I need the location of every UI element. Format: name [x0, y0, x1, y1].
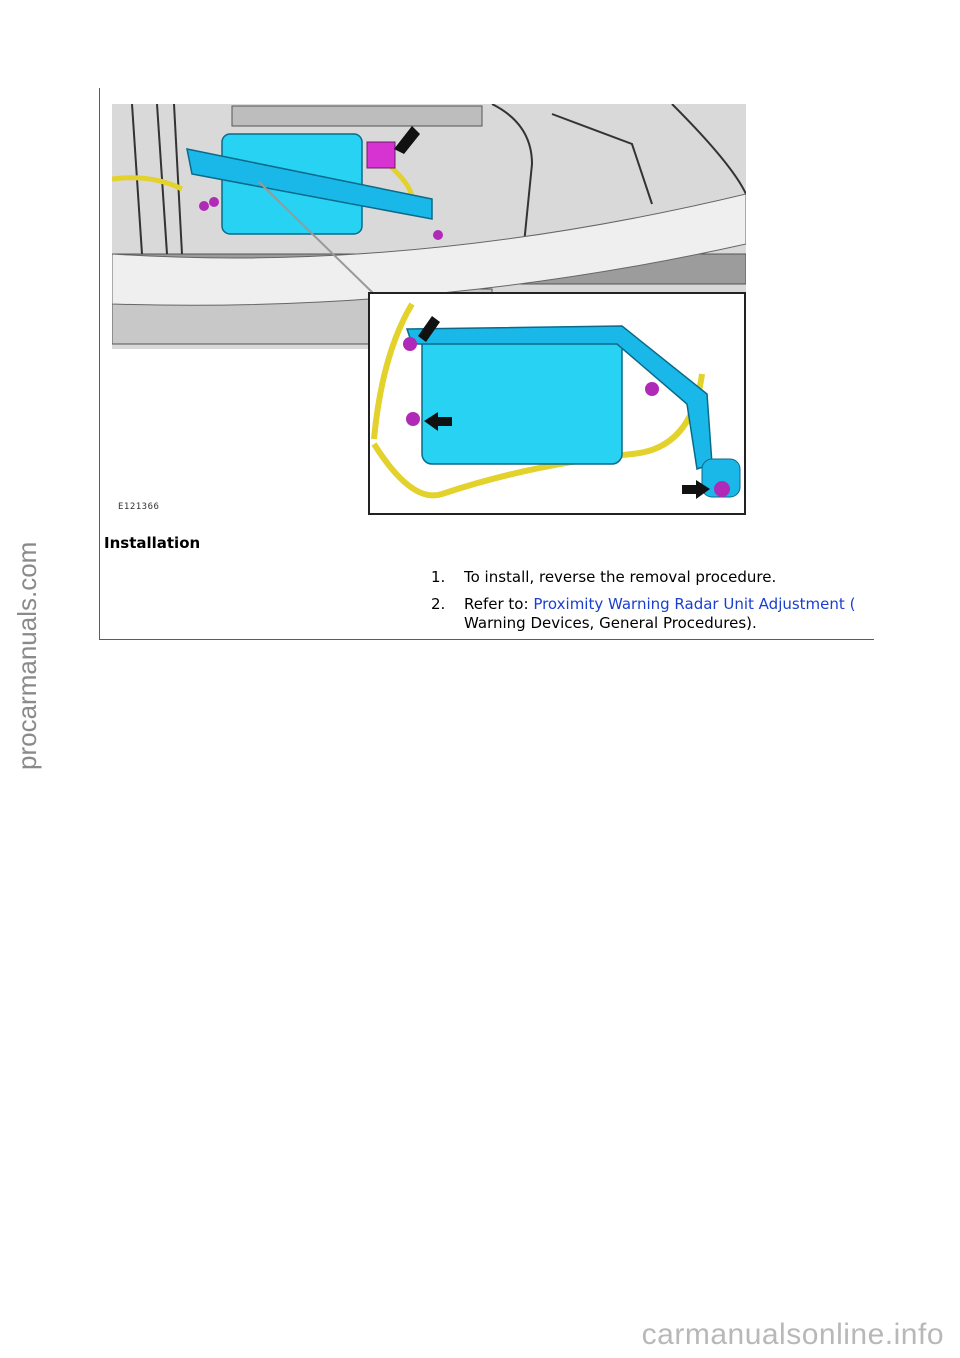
bolt-4: [714, 481, 730, 497]
installation-figure: [112, 104, 746, 515]
radar-unit-inset: [422, 334, 622, 464]
bolt-1: [403, 337, 417, 351]
link-tail: (: [844, 595, 856, 613]
refer-suffix: Warning Devices, General Procedures).: [464, 614, 757, 632]
step-number: 2.: [431, 595, 446, 613]
step-2: [431, 595, 871, 633]
inset-detail: [369, 293, 745, 514]
connector-main: [367, 142, 395, 168]
section-heading-installation: Installation: [104, 534, 201, 552]
bolt-2: [406, 412, 420, 426]
figure-id-label: E121366: [118, 502, 160, 512]
proximity-radar-adjustment-link[interactable]: Proximity Warning Radar Unit Adjustment: [533, 595, 845, 613]
bottom-watermark: carmanualsonline.info: [641, 1318, 944, 1351]
step-number: 1.: [431, 568, 446, 586]
bolt-3: [645, 382, 659, 396]
step-text: [464, 595, 871, 633]
radar-unit-illustration: [112, 104, 746, 515]
side-watermark: procarmanuals.com: [12, 541, 42, 770]
refer-prefix: Refer to:: [464, 595, 534, 613]
step-text: To install, reverse the removal procedure.: [464, 568, 777, 586]
installation-steps: [431, 568, 871, 641]
step-1: [431, 568, 871, 587]
